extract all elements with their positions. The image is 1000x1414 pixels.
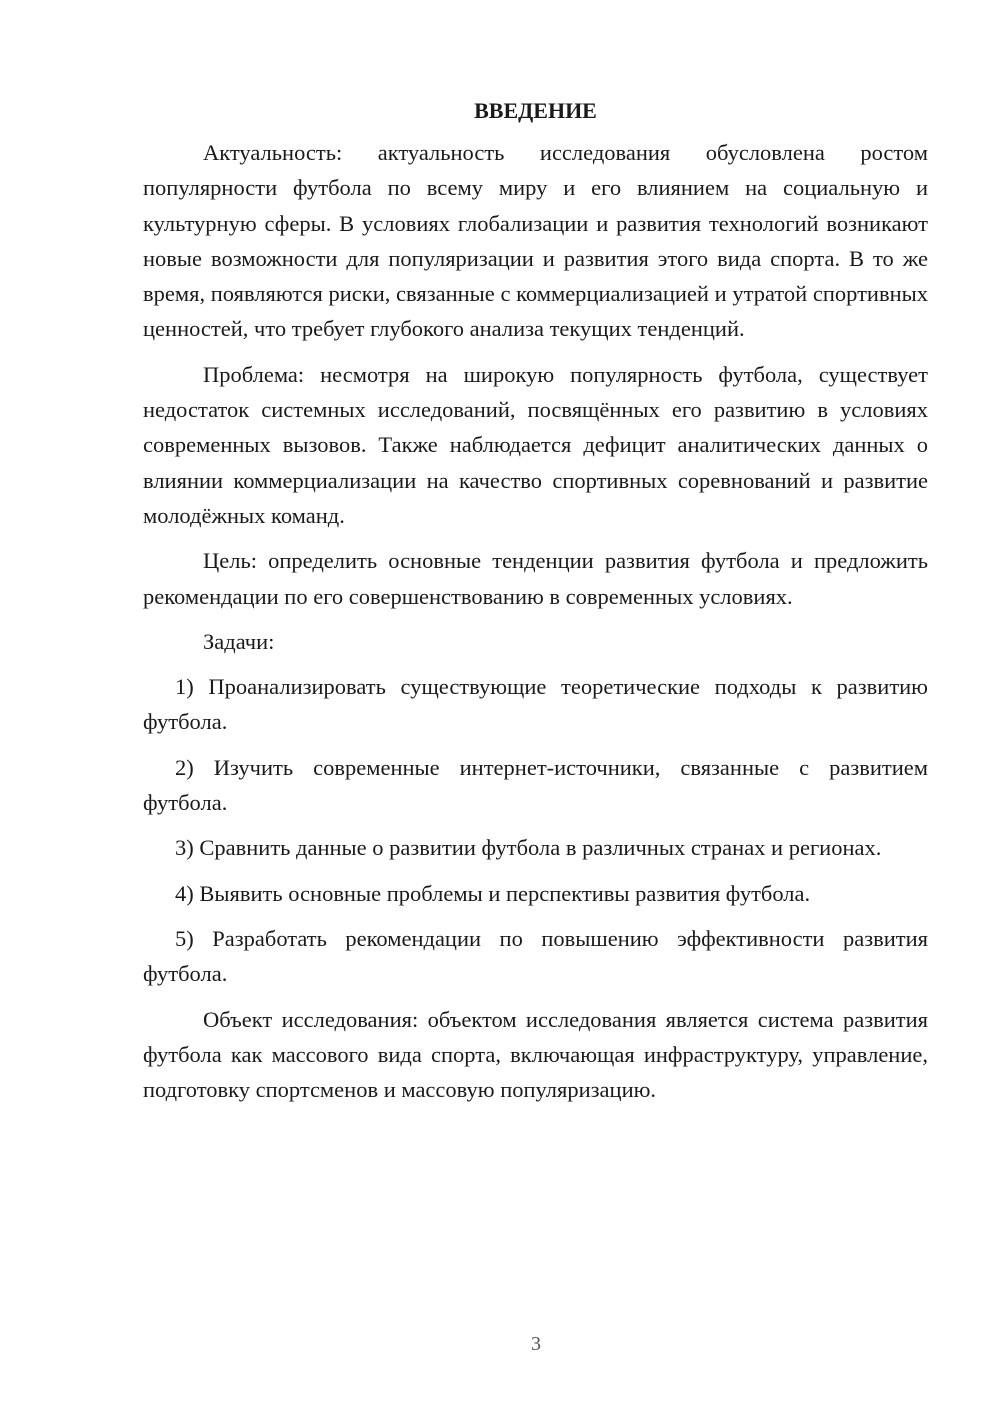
tasks-heading: Задачи: — [203, 628, 275, 654]
task-item-2: 2) Изучить современные интернет-источники, связанные с развитием футбола. — [143, 754, 928, 816]
task-item-5: 5) Разработать рекомендации по повышению эффективности развития футбола. — [143, 925, 928, 987]
task-item-1: 1) Проанализировать существующие теоретические подходы к развитию футбола. — [143, 674, 928, 735]
page-title: ВВЕДЕНИЕ — [474, 98, 597, 123]
page-number: 3 — [531, 1333, 541, 1355]
paragraph-problem: Проблема: несмотря на широкую популярность футбола, существует недостаток системных исследований, посвящённых его развитию в условиях современных вызовов. Также наблюдается дефицит аналитических данных о влиянии коммерциализации на качество спортивных соревнований и развитие молодёжных команд. — [143, 361, 928, 528]
paragraph-goal: Цель: определить основные тенденции развития футбола и предложить рекомендации по его совершенствованию в современных условиях. — [143, 548, 928, 609]
task-item-3: 3) Сравнить данные о развитии футбола в различных странах и регионах. — [175, 835, 882, 861]
page-content — [143, 96, 928, 1117]
paragraph-object: Объект исследования: объектом исследования является система развития футбола как массового вида спорта, включающая инфраструктуру, управление, подготовку спортсменов и массовую популяризацию. — [143, 1006, 928, 1103]
task-item-4: 4) Выявить основные проблемы и перспективы развития футбола. — [175, 880, 811, 906]
paragraph-relevance: Актуальность: актуальность исследования обусловлена ростом популярности футбола по всему миру и его влиянием на социальную и культурную сферы. В условиях глобализации и развития технологий возникают новые возможности для популяризации и развития этого вида спорта. В то же время, появляются риски, связанные с коммерциализацией и утратой спортивных ценностей, что требует глубокого анализа текущих тенденций. — [143, 140, 928, 342]
